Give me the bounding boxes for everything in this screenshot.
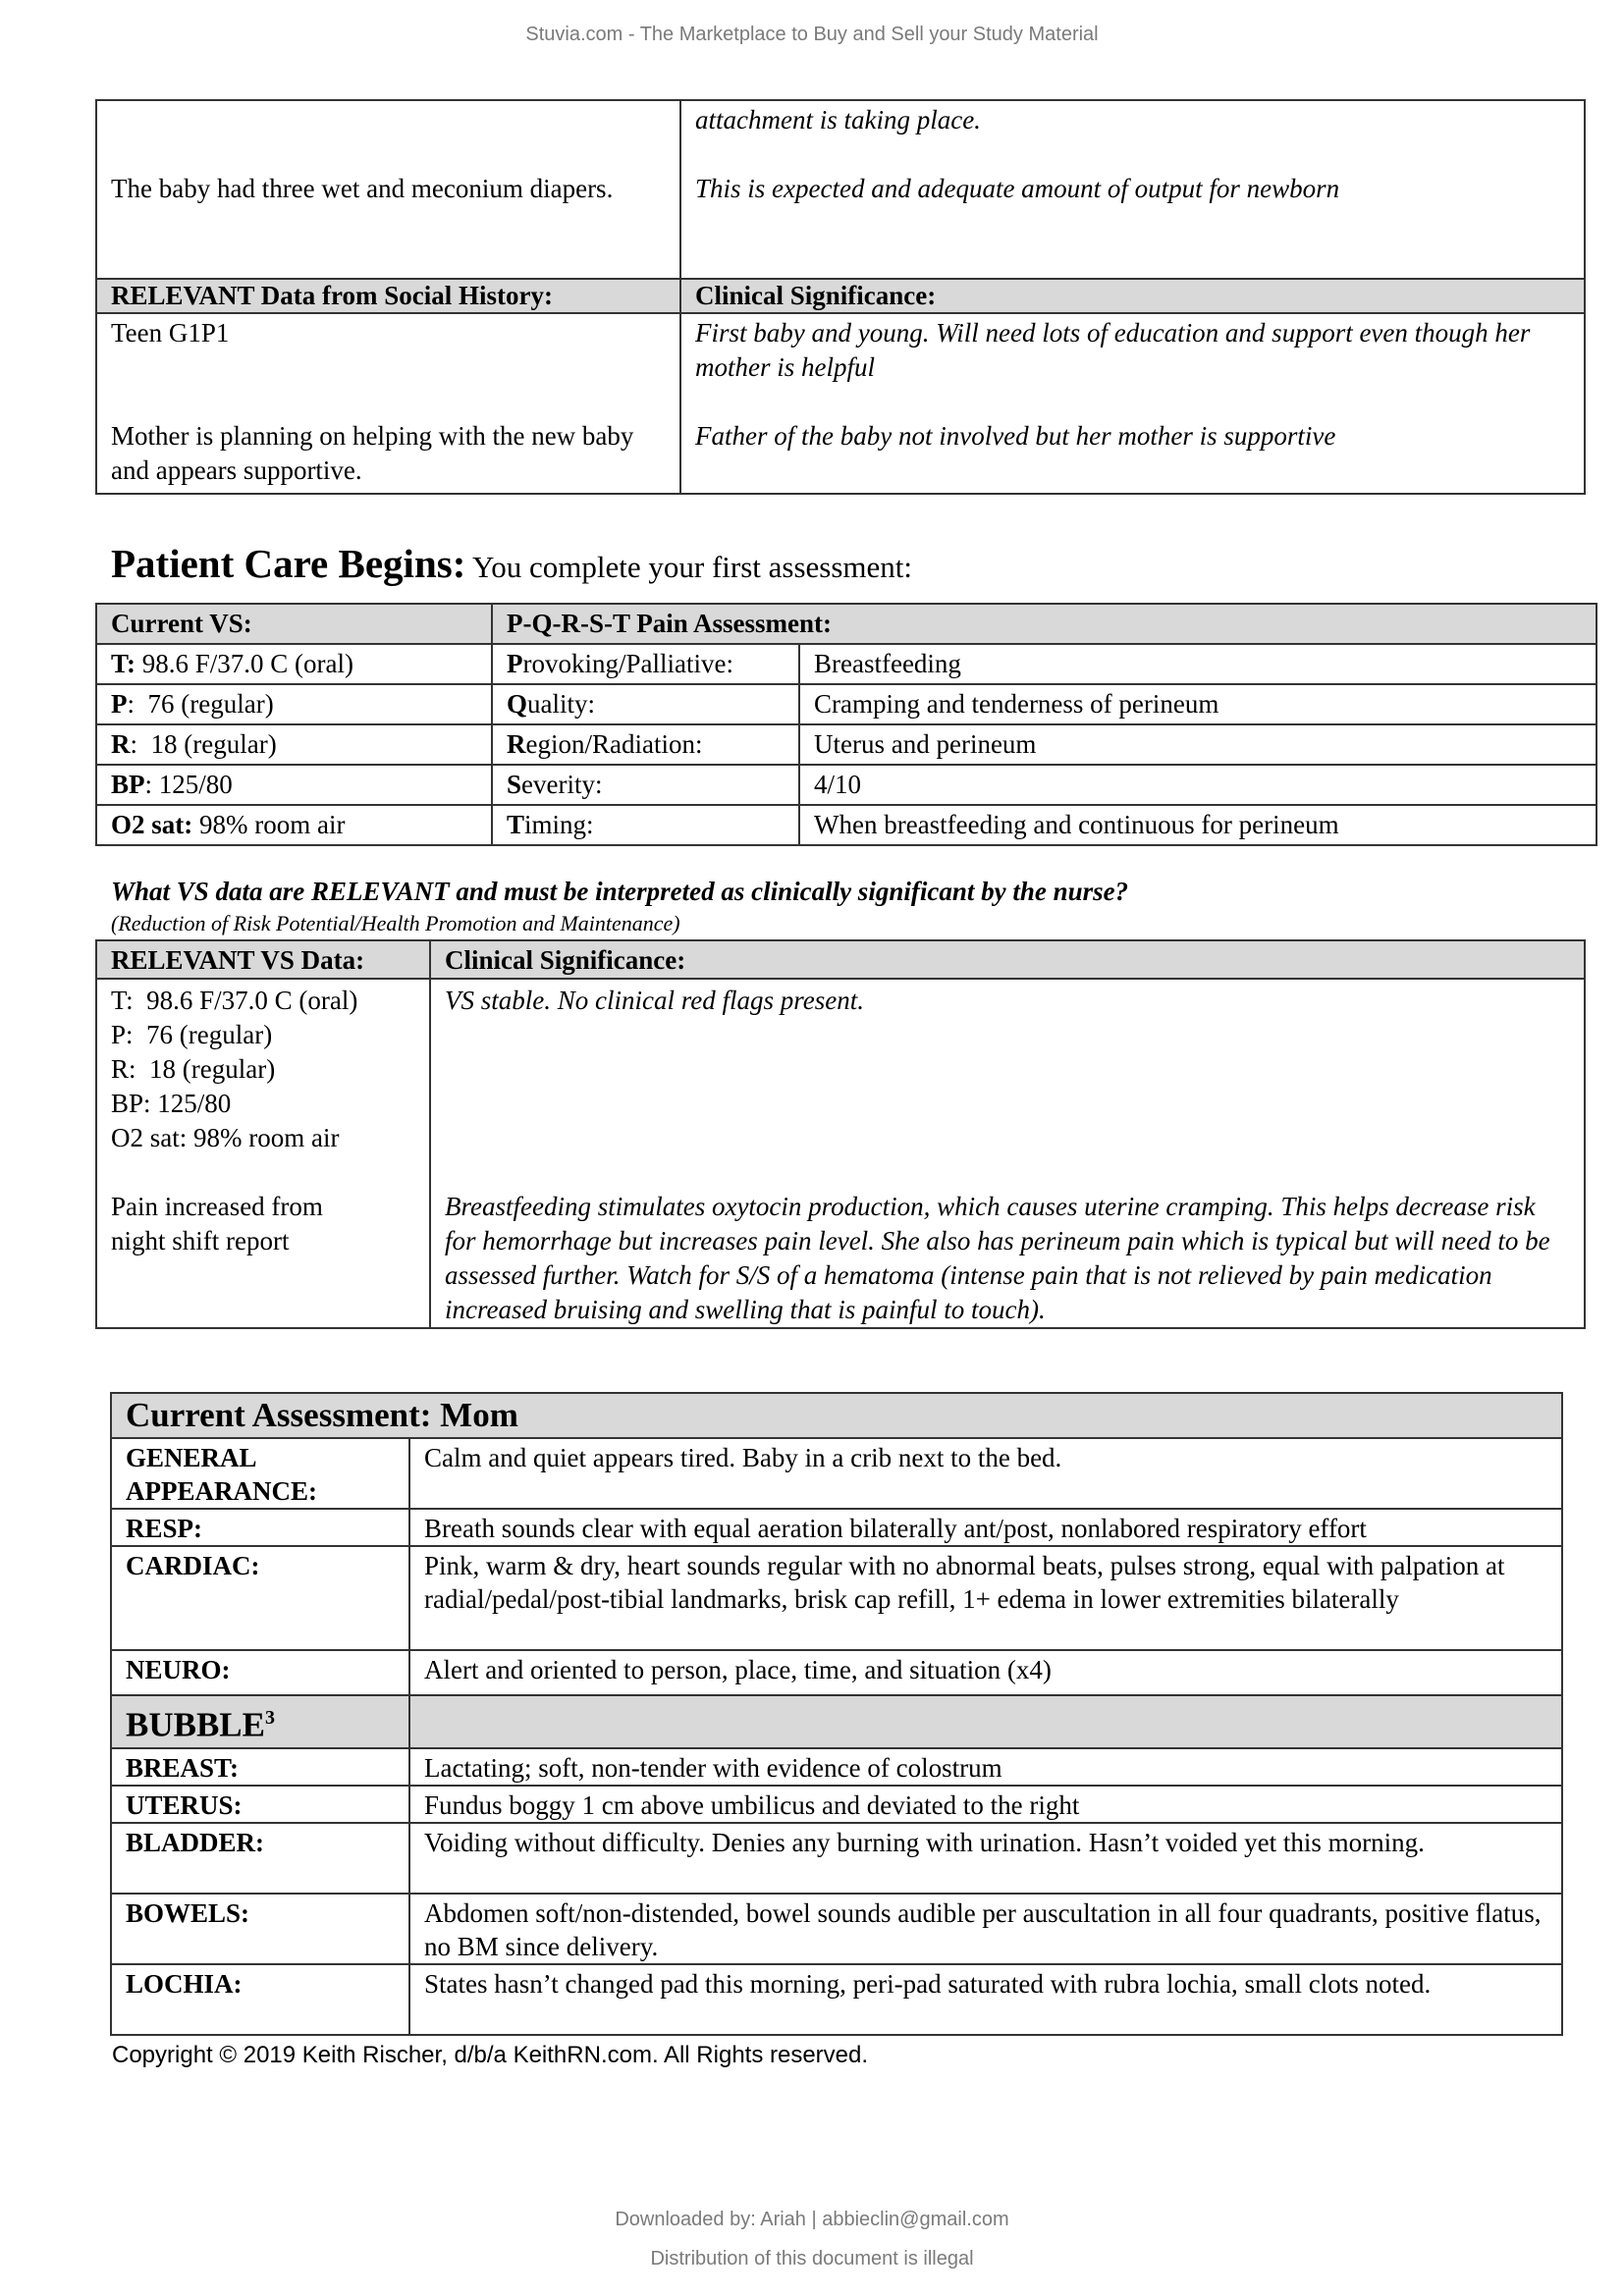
significance-cell (680, 313, 1585, 494)
page-title (111, 540, 912, 587)
social-history-header: RELEVANT Data from Social History: (96, 279, 680, 313)
vs-line: R: 18 (regular) (111, 1054, 276, 1084)
table-row (96, 644, 1597, 684)
pain-provoking-label: Provoking/Palliative: (492, 644, 799, 684)
table-row (111, 1786, 1562, 1823)
social-history-table (95, 99, 1586, 495)
vs-line: BP: 125/80 (111, 1089, 232, 1118)
pain-timing-label: Timing: (492, 805, 799, 845)
pain-data: Pain increased from night shift report (111, 1192, 323, 1255)
table-header-row (111, 1393, 1562, 1438)
pain-provoking-value: Breastfeeding (799, 644, 1597, 684)
data-cell (96, 100, 680, 279)
vs-pulse: P: 76 (regular) (96, 684, 492, 724)
diapers-significance: This is expected and adequate amount of output for newborn (695, 174, 1340, 203)
pain-significance: Breastfeeding stimulates oxytocin production, which causes uterine cramping. This helps decrease risk for hemorrhage but increases pain level. She also has perineum pain which is typical but will need to be assessed further. Watch for S/S of a hematoma (intense pain that is not relieved by pain medication increased bruising and swelling that is painful to touch). (445, 1192, 1550, 1324)
table-header-row (111, 1695, 1562, 1748)
pain-region-value: Uterus and perineum (799, 724, 1597, 765)
breast-label: BREAST: (111, 1748, 409, 1786)
watermark-downloaded-by: Downloaded by: Ariah | abbieclin@gmail.com (615, 2209, 1009, 2230)
table-row (111, 1438, 1562, 1509)
table-row (96, 805, 1597, 845)
cardiac-label: CARDIAC: (111, 1546, 409, 1650)
vs-question-subtitle: (Reduction of Risk Potential/Health Promotion and Maintenance) (111, 911, 680, 935)
current-vs-header: Current VS: (96, 604, 492, 644)
breast-value: Lactating; soft, non-tender with evidence of colostrum (409, 1748, 1562, 1786)
general-appearance-label: GENERAL APPEARANCE: (111, 1438, 409, 1509)
bladder-label: BLADDER: (111, 1823, 409, 1894)
clinical-significance-header: Clinical Significance: (680, 279, 1585, 313)
bowels-value: Abdomen soft/non-distended, bowel sounds audible per auscultation in all four quadrants, positive flatus, no BM since delivery. (409, 1894, 1562, 1964)
vs-temp: T: 98.6 F/37.0 C (oral) (96, 644, 492, 684)
table-row (96, 724, 1597, 765)
uterus-value: Fundus boggy 1 cm above umbilicus and deviated to the right (409, 1786, 1562, 1823)
cardiac-value: Pink, warm & dry, heart sounds regular with no abnormal beats, pulses strong, equal with palpation at radial/pedal/post-tibial landmarks, brisk cap refill, 1+ edema in lower extremities bilaterally (409, 1546, 1562, 1650)
table-row (111, 1748, 1562, 1786)
copyright: Copyright © 2019 Keith Rischer, d/b/a KeithRN.com. All Rights reserved. (112, 2042, 869, 2068)
table-row (111, 1650, 1562, 1695)
significance-cell (680, 100, 1585, 279)
pqrst-header: P-Q-R-S-T Pain Assessment: (492, 604, 1597, 644)
table-row (96, 684, 1597, 724)
mother-data: Mother is planning on helping with the new baby and appears supportive. (111, 421, 634, 485)
bowels-label: BOWELS: (111, 1894, 409, 1964)
vs-bp: BP: 125/80 (96, 765, 492, 805)
lochia-label: LOCHIA: (111, 1964, 409, 2035)
teen-data: Teen G1P1 (111, 318, 230, 347)
table-row (111, 1546, 1562, 1650)
relevant-vs-header: RELEVANT VS Data: (96, 940, 430, 979)
uterus-label: UTERUS: (111, 1786, 409, 1823)
pain-region-label: Region/Radiation: (492, 724, 799, 765)
patient-care-title: Patient Care Begins: (111, 541, 466, 586)
teen-significance: First baby and young. Will need lots of education and support even though her mother is helpful (695, 318, 1531, 382)
resp-value: Breath sounds clear with equal aeration bilaterally ant/post, nonlabored respiratory effort (409, 1509, 1562, 1546)
clinical-significance-header: Clinical Significance: (430, 940, 1585, 979)
table-row (96, 765, 1597, 805)
diapers-data: The baby had three wet and meconium diapers. (111, 174, 614, 203)
table-row (96, 979, 1585, 1328)
table-row (111, 1964, 1562, 2035)
bubble-empty-cell (409, 1695, 1562, 1748)
watermark-header: Stuvia.com - The Marketplace to Buy and Sell your Study Material (525, 24, 1099, 45)
table-header-row (96, 940, 1585, 979)
bubble-title: BUBBLE$^3$ (111, 1695, 409, 1748)
vs-question: What VS data are RELEVANT and must be interpreted as clinically significant by the nurse? (111, 877, 1129, 906)
attachment-text: attachment is taking place. (695, 105, 981, 134)
neuro-value: Alert and oriented to person, place, time, and situation (x4) (409, 1650, 1562, 1695)
pain-quality-value: Cramping and tenderness of perineum (799, 684, 1597, 724)
table-row (111, 1509, 1562, 1546)
assessment-title: Current Assessment: Mom (111, 1393, 1562, 1438)
resp-label: RESP: (111, 1509, 409, 1546)
relevant-vs-table (95, 939, 1586, 1329)
vital-signs-table (95, 603, 1597, 846)
mother-significance: Father of the baby not involved but her mother is supportive (695, 421, 1336, 451)
pain-severity-label: Severity: (492, 765, 799, 805)
pain-severity-value: 4/10 (799, 765, 1597, 805)
vs-line: O2 sat: 98% room air (111, 1123, 340, 1152)
patient-care-subtitle: You complete your first assessment: (471, 550, 913, 584)
table-row (111, 1823, 1562, 1894)
table-header-row (96, 604, 1597, 644)
lochia-value: States hasn’t changed pad this morning, peri-pad saturated with rubra lochia, small clots noted. (409, 1964, 1562, 2035)
table-row (96, 100, 1585, 279)
table-row (96, 313, 1585, 494)
bubble-superscript: 3 (265, 1707, 275, 1729)
pain-quality-label: Quality: (492, 684, 799, 724)
vs-line: P: 76 (regular) (111, 1020, 273, 1049)
relevant-vs-significance-cell (430, 979, 1585, 1328)
data-cell (96, 313, 680, 494)
vs-o2: O2 sat: 98% room air (96, 805, 492, 845)
relevant-vs-data-cell (96, 979, 430, 1328)
pain-timing-value: When breastfeeding and continuous for perineum (799, 805, 1597, 845)
general-appearance-value: Calm and quiet appears tired. Baby in a crib next to the bed. (409, 1438, 1562, 1509)
table-header-row (96, 279, 1585, 313)
watermark-distribution: Distribution of this document is illegal (650, 2248, 974, 2269)
bladder-value: Voiding without difficulty. Denies any burning with urination. Hasn’t voided yet this morning. (409, 1823, 1562, 1894)
vs-line: T: 98.6 F/37.0 C (oral) (111, 986, 358, 1015)
neuro-label: NEURO: (111, 1650, 409, 1695)
assessment-table (110, 1392, 1563, 2036)
vs-significance: VS stable. No clinical red flags present. (445, 986, 864, 1015)
vs-resp: R: 18 (regular) (96, 724, 492, 765)
table-row (111, 1894, 1562, 1964)
